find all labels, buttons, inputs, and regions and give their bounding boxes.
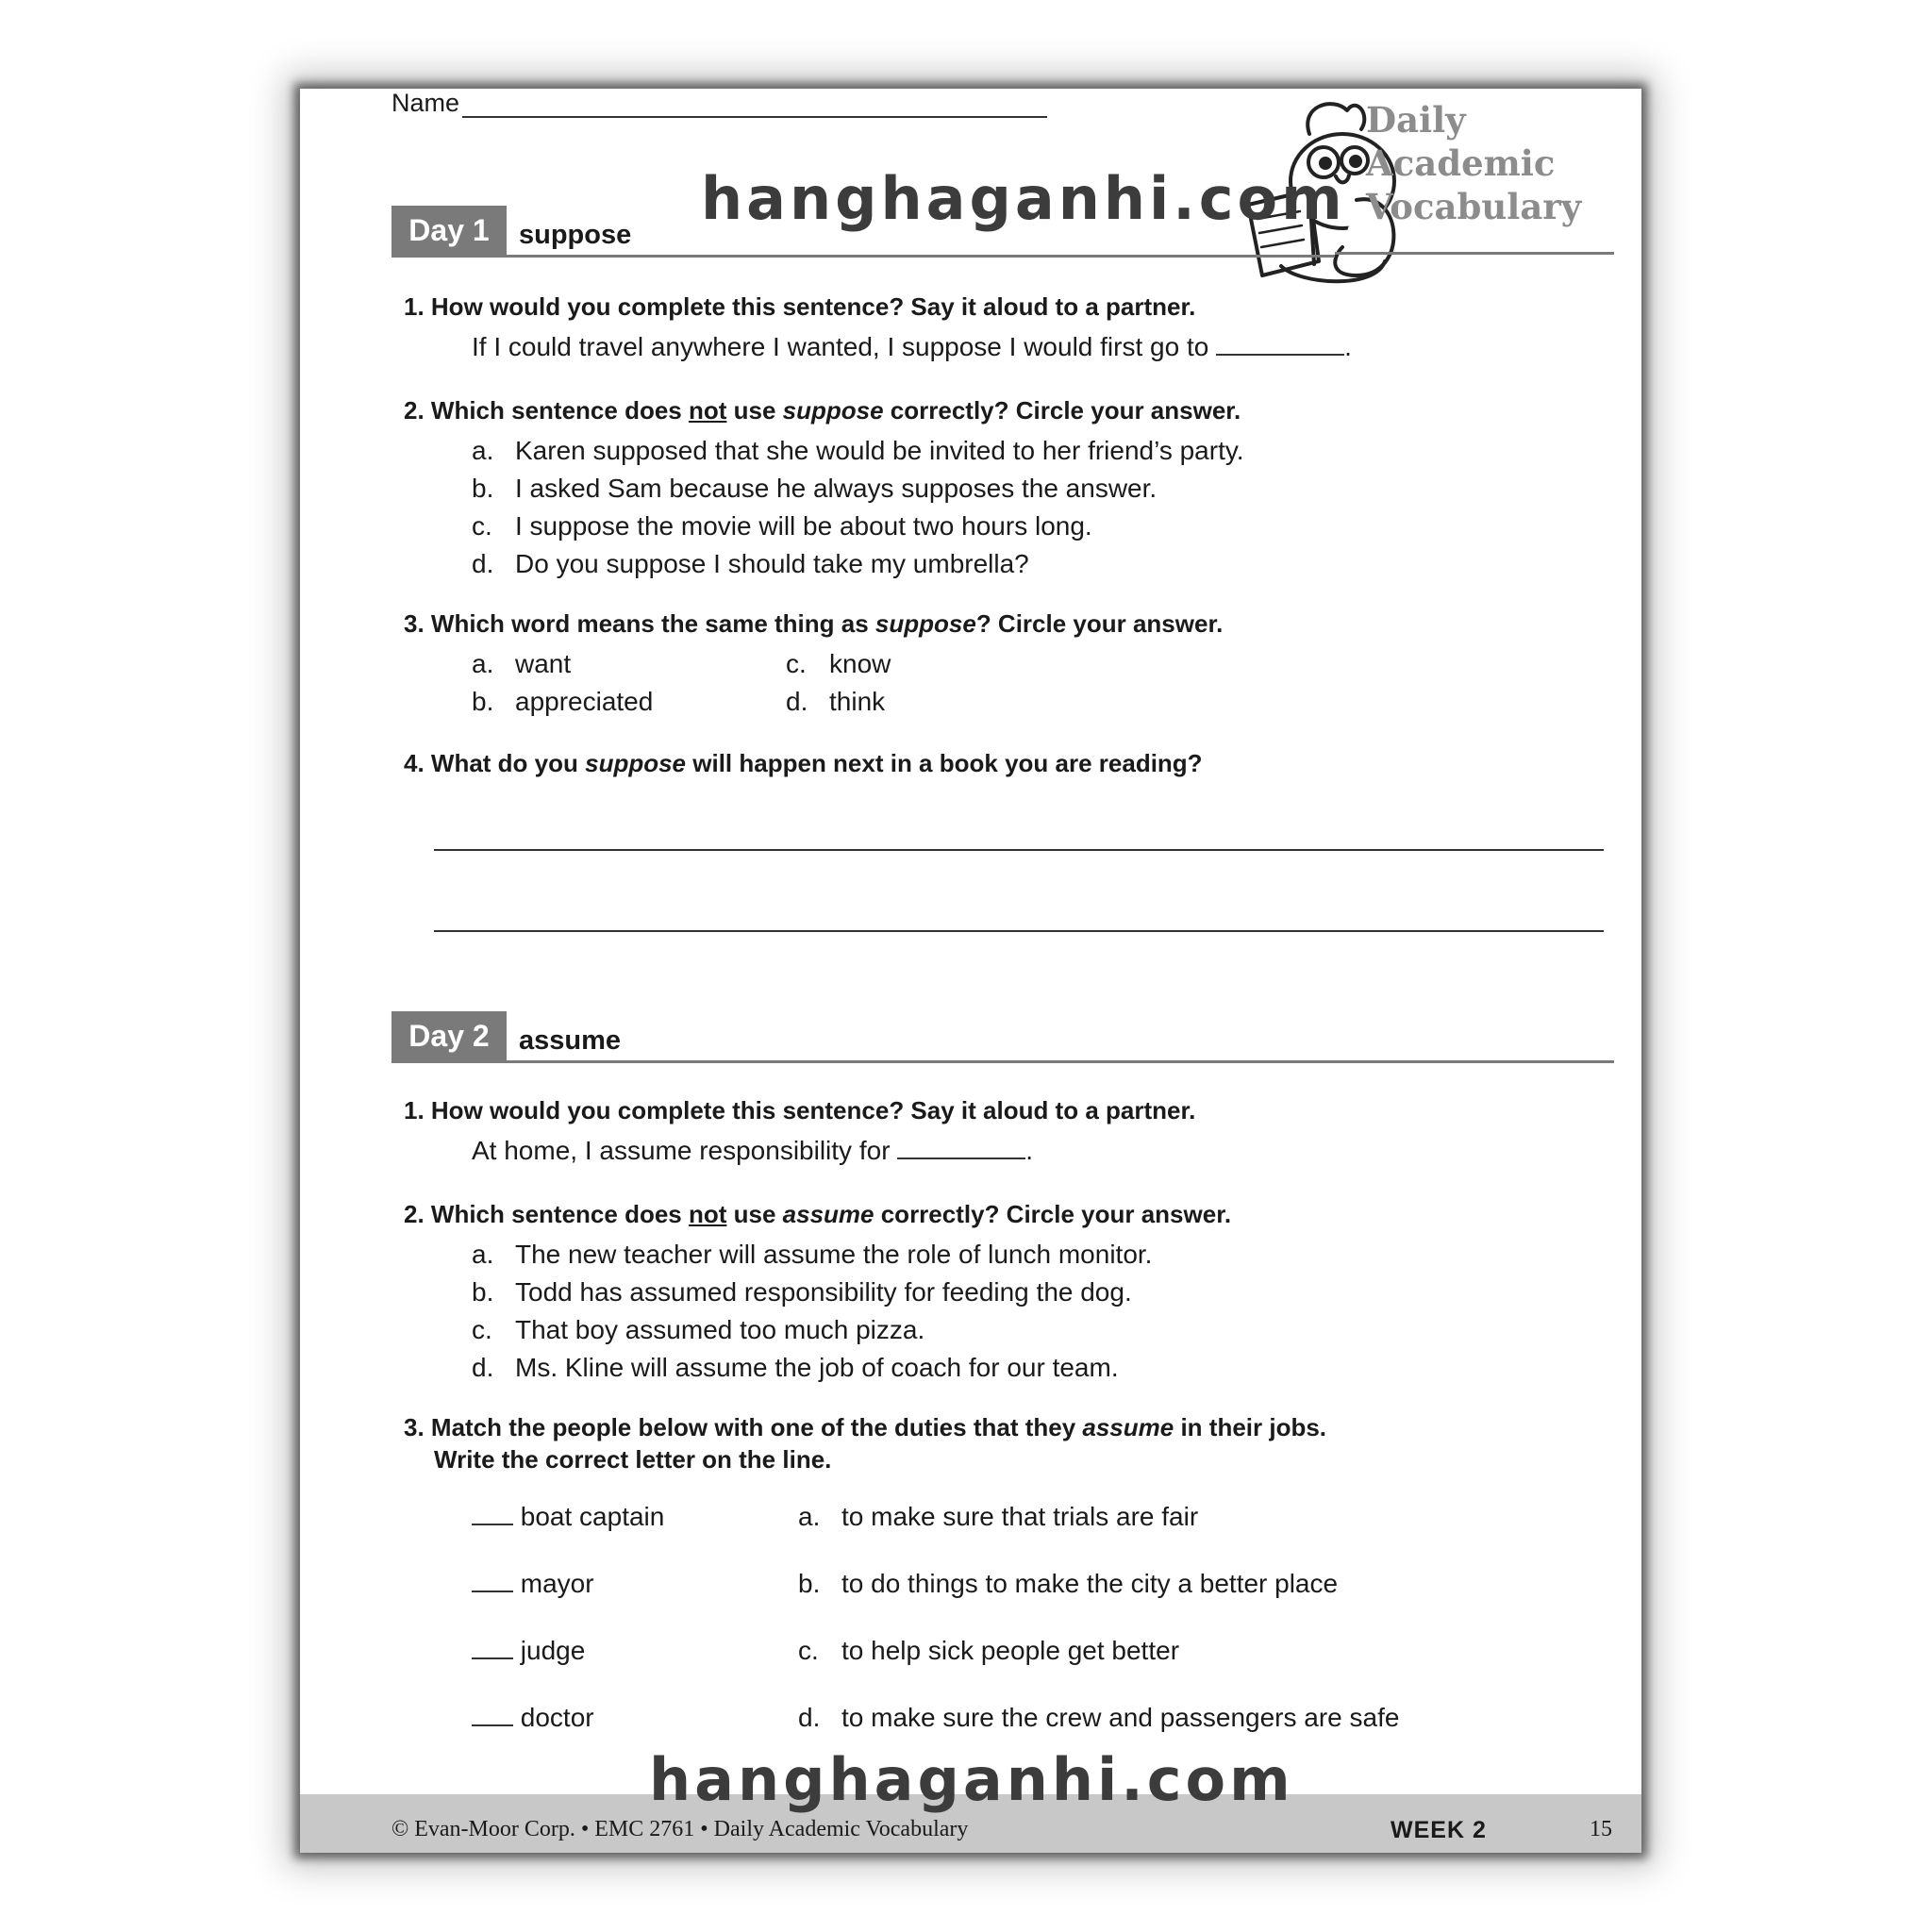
day2-q2-option-c[interactable]: That boy assumed too much pizza. xyxy=(515,1315,925,1344)
match-duty-a: to make sure that trials are fair xyxy=(841,1502,1199,1531)
day2-q2-prompt: 2. Which sentence does not use assume correctly? Circle your answer. xyxy=(404,1200,1232,1228)
day1-header xyxy=(391,206,1335,258)
day1-q2-option-c[interactable]: I suppose the movie will be about two hours long. xyxy=(515,511,1092,541)
day2-tag: Day 2 xyxy=(391,1011,507,1060)
day1-header-rule-end xyxy=(1335,252,1614,255)
footer-copyright: © Evan-Moor Corp. • EMC 2761 • Daily Academic Vocabulary xyxy=(391,1817,969,1841)
day1-q3-option-c[interactable]: know xyxy=(829,649,891,678)
day1-q3-option-b[interactable]: appreciated xyxy=(515,687,654,716)
match-person-4: doctor xyxy=(472,1703,594,1733)
logo-line-vocabulary: Vocabulary xyxy=(1366,186,1582,227)
day1-q2-option-b[interactable]: I asked Sam because he always supposes the answer. xyxy=(515,474,1158,503)
match-duty-d: to make sure the crew and passengers are safe xyxy=(841,1703,1400,1732)
day2-q1-text: At home, I assume responsibility for xyxy=(472,1136,891,1165)
match-person-1: boat captain xyxy=(472,1502,664,1532)
day2-q1-sentence xyxy=(472,1136,1033,1166)
match-blank-2[interactable] xyxy=(472,1572,513,1592)
day2-q2-option-d[interactable]: Ms. Kline will assume the job of coach for our team. xyxy=(515,1353,1119,1382)
match-duty-letter-c: c. xyxy=(798,1636,819,1665)
day1-q2-option-a[interactable]: Karen supposed that she would be invited to her friend’s party. xyxy=(515,436,1244,465)
match-duty-c: to help sick people get better xyxy=(841,1636,1180,1665)
day1-q3-letter-a[interactable]: a. xyxy=(472,649,494,678)
day2-q2-letter-a[interactable]: a. xyxy=(472,1240,494,1269)
match-blank-1[interactable] xyxy=(472,1505,513,1525)
day1-q3-letter-c[interactable]: c. xyxy=(786,649,807,678)
match-blank-4[interactable] xyxy=(472,1706,513,1726)
day2-q2-letter-b[interactable]: b. xyxy=(472,1277,494,1307)
match-blank-3[interactable] xyxy=(472,1639,513,1659)
match-person-2: mayor xyxy=(472,1569,594,1599)
day2-q3-prompt: 3. Match the people below with one of the duties that they assume in their jobs. xyxy=(404,1413,1327,1441)
footer-week: WEEK 2 xyxy=(1391,1817,1487,1843)
day1-tag: Day 1 xyxy=(391,206,507,255)
day1-q3-letter-b[interactable]: b. xyxy=(472,687,494,716)
match-person-3: judge xyxy=(472,1636,585,1666)
match-duty-b: to do things to make the city a better place xyxy=(841,1569,1339,1598)
day1-q2-letter-c[interactable]: c. xyxy=(472,511,492,541)
day1-q1-blank[interactable] xyxy=(1216,335,1344,356)
day2-q2-letter-d[interactable]: d. xyxy=(472,1353,494,1382)
day2-q1-period: . xyxy=(1025,1136,1034,1165)
watermark-bottom: hanghaganhi.com xyxy=(649,1745,1294,1814)
day1-word: suppose xyxy=(519,220,632,250)
day2-q2-option-a[interactable]: The new teacher will assume the role of lunch monitor. xyxy=(515,1240,1153,1269)
worksheet-page xyxy=(300,89,1641,1853)
day2-header xyxy=(391,1011,1614,1063)
footer-page-number: 15 xyxy=(1590,1817,1612,1841)
day1-q2-letter-d[interactable]: d. xyxy=(472,549,494,578)
day1-q1-text: If I could travel anywhere I wanted, I suppose I would first go to xyxy=(472,332,1209,361)
day1-q2-option-d[interactable]: Do you suppose I should take my umbrella? xyxy=(515,549,1029,578)
day1-q4-answer-line-2[interactable] xyxy=(434,930,1604,932)
day2-q3-prompt-line2: Write the correct letter on the line. xyxy=(434,1445,832,1474)
day2-q2-option-b[interactable]: Todd has assumed responsibility for feeding the dog. xyxy=(515,1277,1132,1307)
match-duty-letter-b: b. xyxy=(798,1569,821,1598)
day1-q3-option-a[interactable]: want xyxy=(515,649,572,678)
day1-q3-option-d[interactable]: think xyxy=(829,687,886,716)
day1-q3-letter-d[interactable]: d. xyxy=(786,687,808,716)
day2-q1-blank[interactable] xyxy=(897,1139,1025,1159)
name-label: Name xyxy=(391,89,460,117)
match-duty-letter-a: a. xyxy=(798,1502,821,1531)
day1-q2-letter-b[interactable]: b. xyxy=(472,474,494,503)
day1-q3-prompt: 3. Which word means the same thing as suppose? Circle your answer. xyxy=(404,609,1224,638)
day1-q4-prompt: 4. What do you suppose will happen next in a book you are reading? xyxy=(404,749,1203,777)
match-duty-letter-d: d. xyxy=(798,1703,821,1732)
day1-q4-answer-line-1[interactable] xyxy=(434,849,1604,851)
name-write-line[interactable] xyxy=(462,116,1047,118)
day1-q2-prompt: 2. Which sentence does not use suppose correctly? Circle your answer. xyxy=(404,396,1241,425)
day1-q1-period: . xyxy=(1344,332,1352,361)
day2-q2-letter-c[interactable]: c. xyxy=(472,1315,492,1344)
watermark-top: hanghaganhi.com xyxy=(701,164,1346,233)
day2-word: assume xyxy=(519,1025,622,1056)
day1-q1-prompt: 1. How would you complete this sentence? Say it aloud to a partner. xyxy=(404,292,1196,321)
logo-line-academic: Academic xyxy=(1366,142,1556,184)
logo-line-daily: Daily xyxy=(1366,99,1466,141)
day1-q2-letter-a[interactable]: a. xyxy=(472,436,494,465)
day2-q1-prompt: 1. How would you complete this sentence? Say it aloud to a partner. xyxy=(404,1096,1196,1124)
day1-q1-sentence xyxy=(472,332,1352,362)
